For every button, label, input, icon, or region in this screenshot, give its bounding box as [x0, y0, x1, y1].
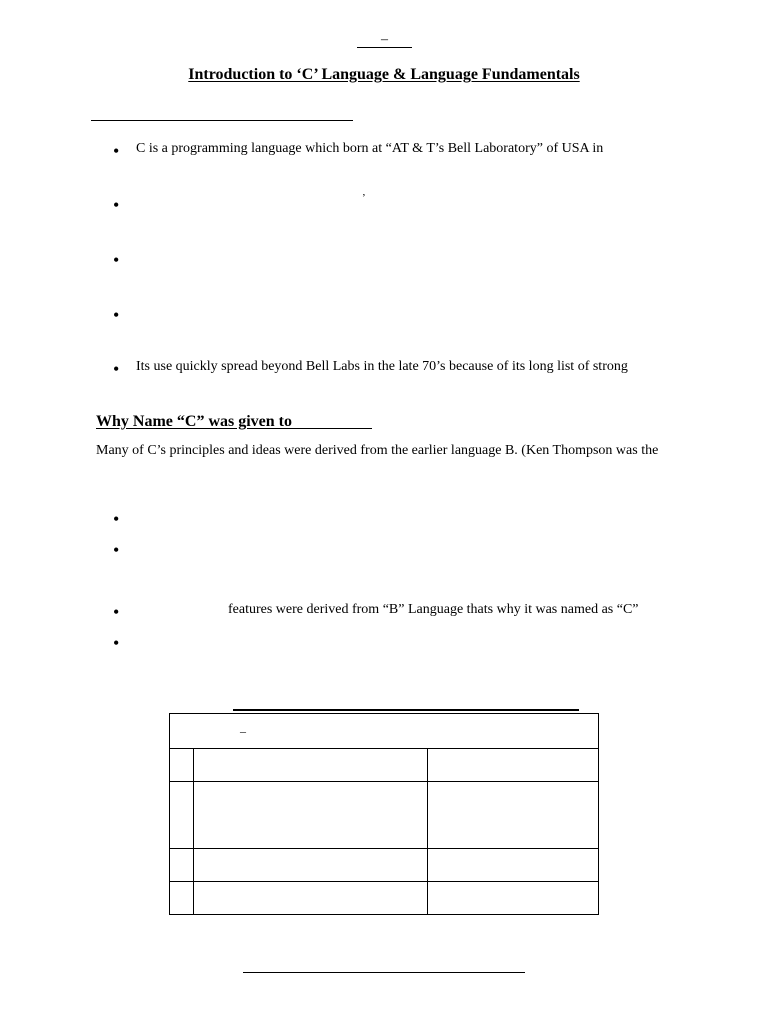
table-cell: [194, 749, 428, 782]
table-cell: [194, 782, 428, 849]
table-cell: [170, 782, 194, 849]
bullet-marker: •: [113, 633, 120, 653]
table-header-row: [170, 714, 599, 749]
table-cell: [194, 849, 428, 882]
data-table: [169, 713, 599, 915]
table-cell: [170, 882, 194, 915]
bullet-text: features were derived from “B” Language thats why it was named as “C”: [228, 602, 639, 617]
bullet-marker: •: [113, 359, 120, 379]
section-paragraph: Many of C’s principles and ideas were derived from the earlier language B. (Ken Thompson was the: [96, 443, 659, 458]
bullet-marker: •: [113, 602, 120, 622]
section1-rule: [91, 120, 353, 121]
bullet-marker: •: [113, 305, 120, 325]
table-cell: [194, 882, 428, 915]
bullet-text: Its use quickly spread beyond Bell Labs in the late 70’s because of its long list of strong: [136, 359, 628, 374]
table-cell: [170, 849, 194, 882]
section-heading-text: Why Name “C” was given to: [96, 413, 292, 430]
bullet-marker: •: [113, 250, 120, 270]
bullet-marker: •: [113, 141, 120, 161]
bullet-marker: •: [113, 195, 120, 215]
table-cell: [428, 882, 599, 915]
table-cell: [428, 782, 599, 849]
bullet-text: C is a programming language which born at “AT & T’s Bell Laboratory” of USA in: [136, 141, 604, 156]
stray-apostrophe: ’: [362, 192, 366, 204]
table-cell: [428, 849, 599, 882]
table-row: [170, 882, 599, 915]
table-header-mark: –: [240, 723, 246, 738]
top-mark-underline: [357, 47, 412, 48]
table-cell: [428, 749, 599, 782]
table-title-rule: [233, 709, 579, 711]
section-heading: [96, 413, 372, 431]
table-row: [170, 749, 599, 782]
table-header-cell: [170, 714, 599, 749]
page-title: Introduction to ‘C’ Language & Language Fundamentals: [188, 66, 580, 83]
table-row: [170, 849, 599, 882]
table-row: [170, 782, 599, 849]
table-cell: [170, 749, 194, 782]
bullet-marker: •: [113, 509, 120, 529]
footer-rule: [243, 972, 525, 973]
top-mark: –: [381, 32, 388, 47]
bullet-marker: •: [113, 540, 120, 560]
